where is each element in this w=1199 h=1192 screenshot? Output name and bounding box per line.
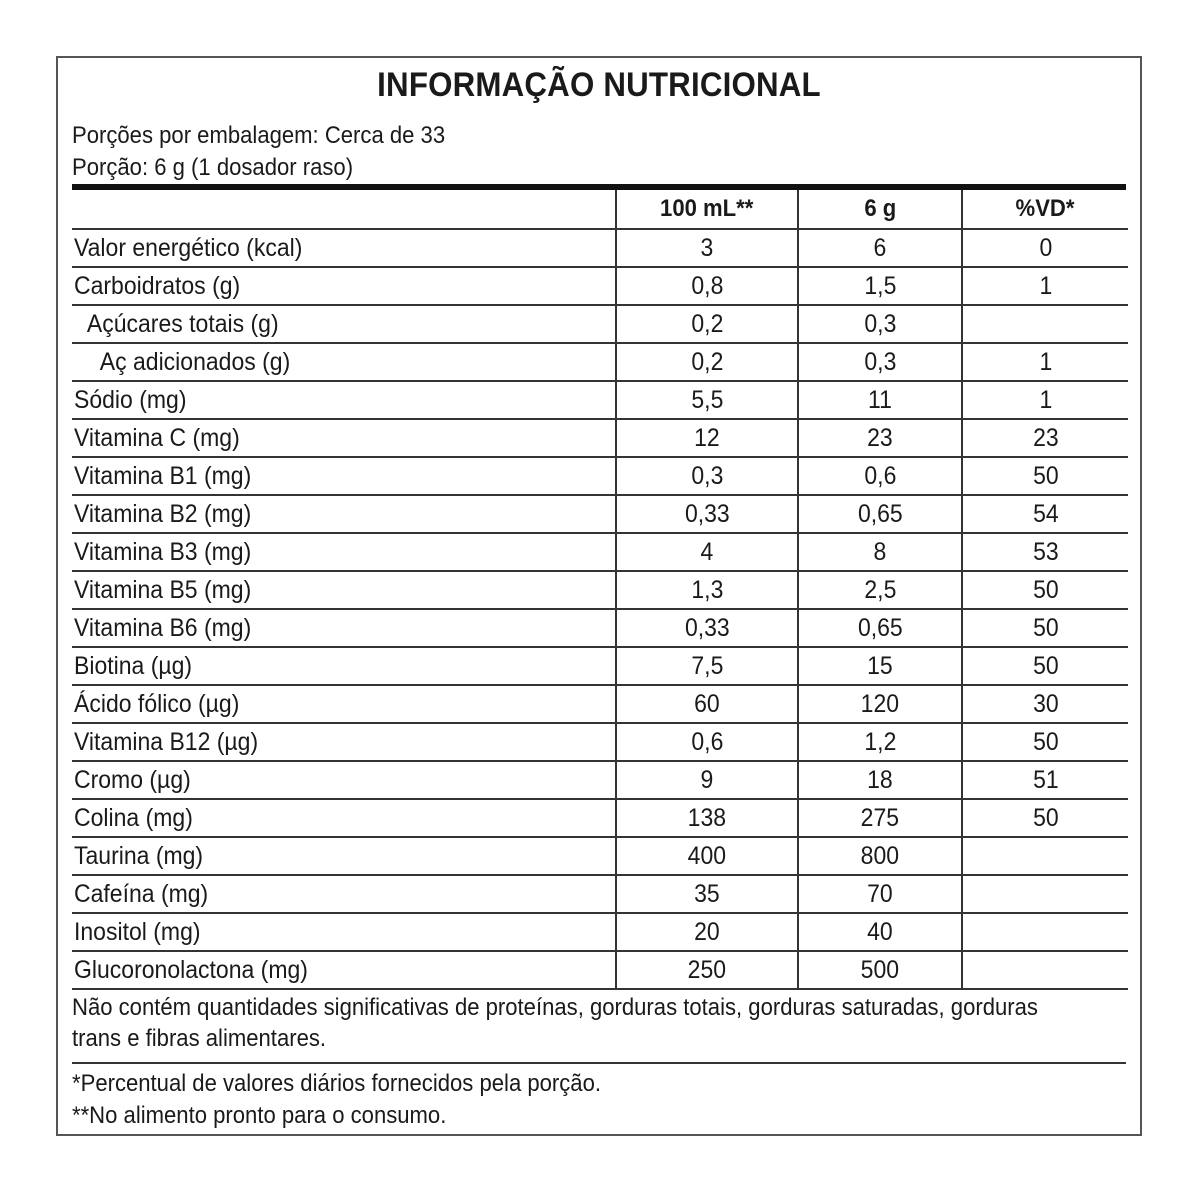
value-per-portion: 6 bbox=[798, 229, 962, 267]
not-significant-note: Não contém quantidades significativas de proteínas, gorduras totais, gorduras saturadas, gorduras trans e fibras alimentares. bbox=[72, 994, 1038, 1052]
nutrient-name: Vitamina C (mg) bbox=[72, 419, 616, 457]
value-daily-percent: 23 bbox=[962, 419, 1128, 457]
table-row bbox=[72, 951, 1128, 989]
nutrient-name: Sódio (mg) bbox=[72, 381, 616, 419]
value-per-portion: 500 bbox=[798, 951, 962, 989]
value-per-100ml: 4 bbox=[616, 533, 798, 571]
value-per-100ml: 0,8 bbox=[616, 267, 798, 305]
value-daily-percent: 1 bbox=[962, 267, 1128, 305]
value-per-portion: 0,65 bbox=[798, 609, 962, 647]
value-per-100ml: 5,5 bbox=[616, 381, 798, 419]
value-daily-percent: 50 bbox=[962, 647, 1128, 685]
value-per-100ml: 1,3 bbox=[616, 571, 798, 609]
nutrient-name: Valor energético (kcal) bbox=[72, 229, 616, 267]
table-row bbox=[72, 609, 1128, 647]
nutrient-name: Vitamina B1 (mg) bbox=[72, 457, 616, 495]
value-per-portion: 8 bbox=[798, 533, 962, 571]
nutrient-name: Glucoronolactona (mg) bbox=[72, 951, 616, 989]
nutrient-name: Inositol (mg) bbox=[72, 913, 616, 951]
value-daily-percent: 1 bbox=[962, 381, 1128, 419]
value-per-100ml: 0,6 bbox=[616, 723, 798, 761]
value-per-portion: 800 bbox=[798, 837, 962, 875]
value-per-portion: 2,5 bbox=[798, 571, 962, 609]
table-row bbox=[72, 267, 1128, 305]
table-row bbox=[72, 799, 1128, 837]
value-per-100ml: 35 bbox=[616, 875, 798, 913]
value-per-portion: 120 bbox=[798, 685, 962, 723]
value-per-100ml: 7,5 bbox=[616, 647, 798, 685]
nutrition-label bbox=[56, 56, 1142, 1136]
table-row bbox=[72, 571, 1128, 609]
value-per-portion: 18 bbox=[798, 761, 962, 799]
value-per-100ml: 138 bbox=[616, 799, 798, 837]
footnote-daily-value: *Percentual de valores diários fornecidos pela porção. bbox=[72, 1070, 602, 1097]
value-per-100ml: 0,3 bbox=[616, 457, 798, 495]
value-per-portion: 0,6 bbox=[798, 457, 962, 495]
nutrient-name: Vitamina B2 (mg) bbox=[72, 495, 616, 533]
table-row bbox=[72, 761, 1128, 799]
nutrient-name: Aç adicionados (g) bbox=[72, 343, 616, 381]
value-per-100ml: 9 bbox=[616, 761, 798, 799]
nutrient-name: Vitamina B3 (mg) bbox=[72, 533, 616, 571]
table-row bbox=[72, 229, 1128, 267]
footnote-divider bbox=[72, 1062, 1126, 1064]
value-daily-percent: 0 bbox=[962, 229, 1128, 267]
nutrient-name: Biotina (µg) bbox=[72, 647, 616, 685]
table-row bbox=[72, 457, 1128, 495]
value-per-100ml: 60 bbox=[616, 685, 798, 723]
value-per-portion: 0,3 bbox=[798, 305, 962, 343]
value-per-100ml: 400 bbox=[616, 837, 798, 875]
nutrition-table bbox=[72, 190, 1128, 990]
nutrient-name: Vitamina B6 (mg) bbox=[72, 609, 616, 647]
value-daily-percent bbox=[962, 305, 1128, 343]
value-per-portion: 40 bbox=[798, 913, 962, 951]
table-row bbox=[72, 837, 1128, 875]
value-per-portion: 0,3 bbox=[798, 343, 962, 381]
value-per-portion: 1,5 bbox=[798, 267, 962, 305]
table-row bbox=[72, 533, 1128, 571]
nutrient-name: Açúcares totais (g) bbox=[72, 305, 616, 343]
value-daily-percent: 50 bbox=[962, 799, 1128, 837]
label-title: INFORMAÇÃO NUTRICIONAL bbox=[377, 66, 821, 104]
header-daily-value: %VD* bbox=[962, 190, 1128, 229]
nutrient-name: Ácido fólico (µg) bbox=[72, 685, 616, 723]
value-daily-percent: 50 bbox=[962, 723, 1128, 761]
value-per-100ml: 250 bbox=[616, 951, 798, 989]
value-per-portion: 1,2 bbox=[798, 723, 962, 761]
value-daily-percent: 1 bbox=[962, 343, 1128, 381]
value-daily-percent: 54 bbox=[962, 495, 1128, 533]
serving-size: Porção: 6 g (1 dosador raso) bbox=[72, 154, 354, 181]
value-daily-percent bbox=[962, 875, 1128, 913]
nutrient-name: Taurina (mg) bbox=[72, 837, 616, 875]
header-per-100ml: 100 mL** bbox=[616, 190, 798, 229]
nutrient-name: Carboidratos (g) bbox=[72, 267, 616, 305]
value-daily-percent bbox=[962, 951, 1128, 989]
table-row bbox=[72, 723, 1128, 761]
value-daily-percent: 50 bbox=[962, 609, 1128, 647]
table-row bbox=[72, 913, 1128, 951]
nutrient-name: Vitamina B12 (µg) bbox=[72, 723, 616, 761]
header-portion: 6 g bbox=[798, 190, 962, 229]
value-per-portion: 11 bbox=[798, 381, 962, 419]
value-per-100ml: 12 bbox=[616, 419, 798, 457]
value-per-portion: 0,65 bbox=[798, 495, 962, 533]
value-per-100ml: 0,33 bbox=[616, 609, 798, 647]
table-row bbox=[72, 305, 1128, 343]
table-row bbox=[72, 647, 1128, 685]
table-row bbox=[72, 875, 1128, 913]
value-per-100ml: 0,2 bbox=[616, 343, 798, 381]
value-per-portion: 275 bbox=[798, 799, 962, 837]
nutrient-name: Vitamina B5 (mg) bbox=[72, 571, 616, 609]
table-row bbox=[72, 495, 1128, 533]
value-per-100ml: 3 bbox=[616, 229, 798, 267]
value-per-portion: 23 bbox=[798, 419, 962, 457]
value-daily-percent: 53 bbox=[962, 533, 1128, 571]
value-daily-percent: 50 bbox=[962, 457, 1128, 495]
value-daily-percent: 50 bbox=[962, 571, 1128, 609]
nutrient-name: Colina (mg) bbox=[72, 799, 616, 837]
value-daily-percent bbox=[962, 913, 1128, 951]
value-daily-percent: 51 bbox=[962, 761, 1128, 799]
value-per-100ml: 20 bbox=[616, 913, 798, 951]
table-row bbox=[72, 685, 1128, 723]
header-nutrient bbox=[72, 190, 616, 229]
table-header-row bbox=[72, 190, 1128, 229]
value-daily-percent: 30 bbox=[962, 685, 1128, 723]
value-daily-percent bbox=[962, 837, 1128, 875]
nutrient-name: Cromo (µg) bbox=[72, 761, 616, 799]
nutrient-name: Cafeína (mg) bbox=[72, 875, 616, 913]
value-per-100ml: 0,2 bbox=[616, 305, 798, 343]
footnote-ready-to-consume: **No alimento pronto para o consumo. bbox=[72, 1102, 447, 1129]
value-per-portion: 15 bbox=[798, 647, 962, 685]
table-row bbox=[72, 419, 1128, 457]
table-row bbox=[72, 381, 1128, 419]
table-row bbox=[72, 343, 1128, 381]
value-per-portion: 70 bbox=[798, 875, 962, 913]
value-per-100ml: 0,33 bbox=[616, 495, 798, 533]
servings-per-package: Porções por embalagem: Cerca de 33 bbox=[72, 122, 446, 149]
